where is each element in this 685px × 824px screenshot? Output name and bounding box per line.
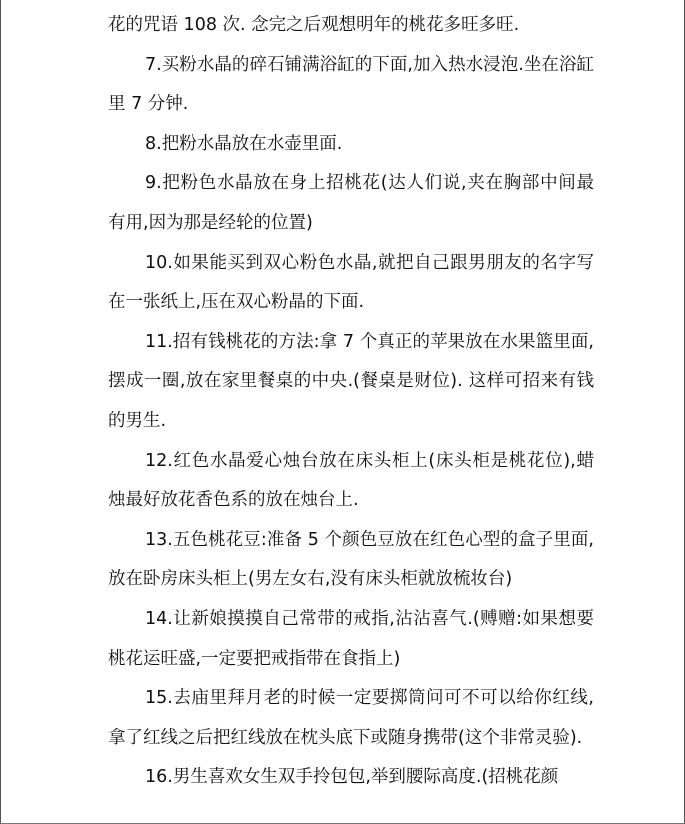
paragraph-item-14: 14.让新娘摸摸自己常带的戒指,沾沾喜气.(赙赠:如果想要桃花运旺盛,一定要把戒指带在食指上) [108, 608, 594, 669]
paragraph-item-9: 9.把粉色水晶放在身上招桃花(达人们说,夹在胸部中间最有用,因为那是经轮的位置) [108, 173, 594, 233]
paragraph-item-16: 16.男生喜欢女生双手拎包包,举到腰际高度.(招桃花颜 [145, 767, 559, 788]
paragraph-continuation: 花的咒语 108 次. 念完之后观想明年的桃花多旺多旺. [108, 15, 520, 35]
paragraph-item-15: 15.去庙里拜月老的时候一定要掷筒问可不可以给你红线,拿了红线之后把红线放在枕头底下或随身携带(这个非常灵验). [108, 688, 594, 748]
paragraph-item-10: 10.如果能买到双心粉色水晶,就把自己跟男朋友的名字写在一张纸上,压在双心粉晶的下面. [108, 252, 594, 313]
paragraph-item-7: 7.买粉水晶的碎石铺满浴缸的下面,加入热水浸泡.坐在浴缸里 7 分钟. [108, 54, 594, 115]
paragraph-item-12: 12.红色水晶爱心烛台放在床头柜上(床头柜是桃花位),蜡烛最好放花香色系的放在烛台上. [108, 450, 594, 511]
paragraph-item-13: 13.五色桃花豆:准备 5 个颜色豆放在红色心型的盒子里面,放在卧房床头柜上(男左女右,没有床头柜就放梳妆台) [108, 529, 594, 590]
paragraph-item-11: 11.招有钱桃花的方法:拿 7 个真正的苹果放在水果篮里面,摆成一圈,放在家里餐桌的中央.(餐桌是财位). 这样可招来有钱的男生. [108, 331, 594, 431]
paragraph-item-8: 8.把粉水晶放在水壶里面. [145, 133, 343, 154]
document-body [108, 6, 594, 798]
